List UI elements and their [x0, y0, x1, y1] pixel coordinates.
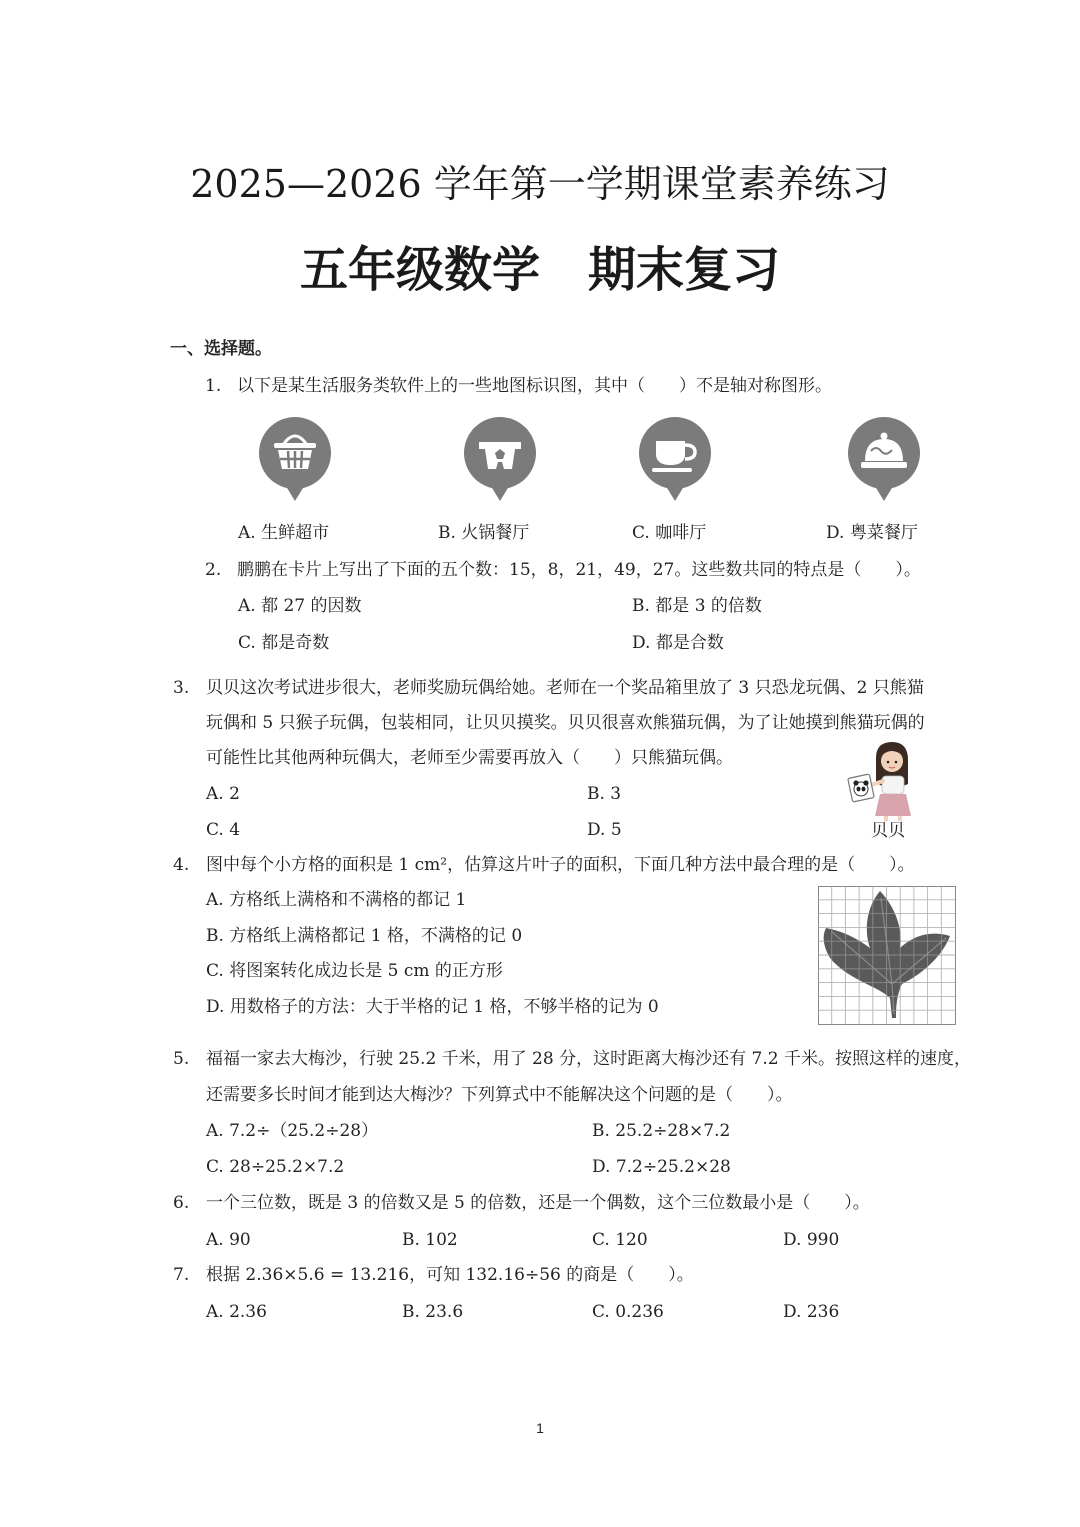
option-d: D. 5: [587, 820, 622, 840]
option-d: D. 粤菜餐厅: [826, 523, 918, 543]
question-text: 玩偶和 5 只猴子玩偶，包装相同，让贝贝摸奖。贝贝很喜欢熊猫玩偶，为了让她摸到熊猫玩偶的: [206, 713, 925, 733]
option-a: A. 都 27 的因数: [238, 596, 362, 616]
question-text: 可能性比其他两种玩偶大，老师至少需要再放入（ ）只熊猫玩偶。: [206, 748, 733, 768]
question-number: 1.: [205, 376, 222, 396]
option-c: C. 4: [206, 820, 241, 840]
option-a: A. 方格纸上满格和不满格的都记 1: [206, 890, 467, 910]
option-d: D. 236: [783, 1302, 840, 1322]
coffee-cup-icon: [635, 415, 715, 505]
option-b: B. 3: [587, 784, 622, 804]
option-c: C. 120: [592, 1230, 648, 1250]
option-b: B. 102: [402, 1230, 458, 1250]
leaf-on-grid-figure: [818, 886, 956, 1025]
question-number: 6.: [173, 1193, 190, 1213]
girl-with-panda-card-illustration: [842, 736, 928, 822]
option-a: A. 7.2÷（25.2÷28）: [206, 1121, 379, 1141]
basket-icon: [255, 415, 335, 505]
question-text: 福福一家去大梅沙，行驶 25.2 千米，用了 28 分，这时距离大梅沙还有 7.2 千米。按照这样的速度，: [206, 1049, 971, 1069]
option-a: A. 生鲜超市: [238, 523, 330, 543]
question-text: 根据 2.36×5.6 = 13.216，可知 132.16÷56 的商是（ ）。: [206, 1265, 694, 1285]
option-b: B. 方格纸上满格都记 1 格，不满格的记 0: [206, 926, 523, 946]
question-text: 以下是某生活服务类软件上的一些地图标识图，其中（ ）不是轴对称图形。: [237, 376, 832, 396]
option-a: A. 2: [206, 784, 240, 804]
figure-caption: 贝贝: [871, 821, 905, 841]
option-a: A. 90: [206, 1230, 251, 1250]
question-number: 5.: [173, 1049, 190, 1069]
question-text: 贝贝这次考试进步很大，老师奖励玩偶给她。老师在一个奖品箱里放了 3 只恐龙玩偶、2 只熊猫: [206, 678, 924, 698]
option-c: C. 咖啡厅: [632, 523, 707, 543]
option-b: B. 火锅餐厅: [438, 523, 530, 543]
option-d: D. 用数格子的方法：大于半格的记 1 格，不够半格的记为 0: [206, 997, 659, 1017]
option-d: D. 990: [783, 1230, 840, 1250]
exam-subtitle: 五年级数学 期末复习: [299, 242, 780, 298]
question-text: 图中每个小方格的面积是 1 cm²，估算这片叶子的面积，下面几种方法中最合理的是（ ）。: [206, 855, 915, 875]
option-c: C. 28÷25.2×7.2: [206, 1157, 345, 1177]
question-text: 一个三位数，既是 3 的倍数又是 5 的倍数，还是一个偶数，这个三位数最小是（ ）。: [206, 1193, 870, 1213]
cloche-icon: [844, 415, 924, 505]
option-a: A. 2.36: [206, 1302, 267, 1322]
option-c: C. 都是奇数: [238, 633, 330, 653]
section-heading: 一、选择题。: [170, 339, 272, 359]
option-b: B. 都是 3 的倍数: [632, 596, 762, 616]
question-number: 7.: [173, 1265, 190, 1285]
question-number: 4.: [173, 855, 190, 875]
option-d: D. 都是合数: [632, 633, 724, 653]
option-b: B. 25.2÷28×7.2: [592, 1121, 731, 1141]
question-number: 3.: [173, 678, 190, 698]
option-c: C. 0.236: [592, 1302, 664, 1322]
page-number: 1: [536, 1420, 544, 1436]
option-d: D. 7.2÷25.2×28: [592, 1157, 731, 1177]
option-b: B. 23.6: [402, 1302, 464, 1322]
option-c: C. 将图案转化成边长是 5 cm 的正方形: [206, 961, 503, 981]
question-text: 还需要多长时间才能到达大梅沙？下列算式中不能解决这个问题的是（ ）。: [206, 1085, 793, 1105]
question-number: 2.: [205, 560, 222, 580]
exam-title: 2025—2026 学年第一学期课堂素养练习: [190, 162, 890, 206]
hotpot-icon: [460, 415, 540, 505]
question-text: 鹏鹏在卡片上写出了下面的五个数：15，8，21，49，27。这些数共同的特点是（ ）。: [237, 560, 921, 580]
